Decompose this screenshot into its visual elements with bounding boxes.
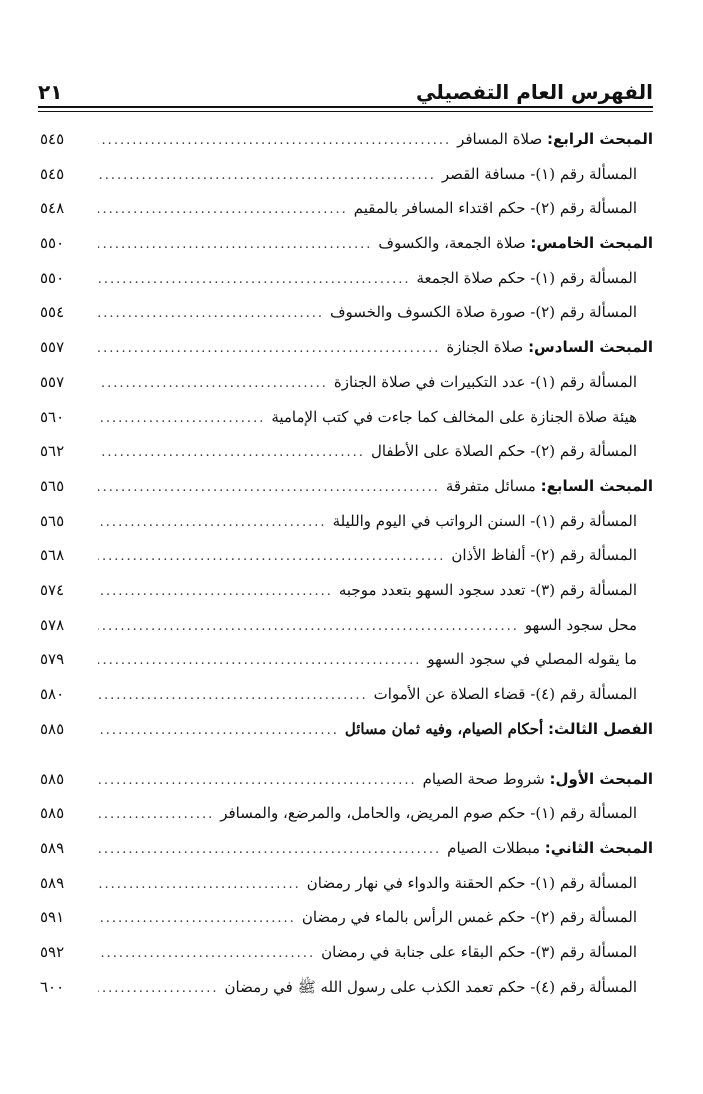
toc-entry-text [220, 796, 653, 831]
dot-leader [98, 610, 519, 645]
dot-leader [98, 540, 445, 575]
toc-entry-page-number: ٥٧٤ [40, 580, 65, 599]
toc-entry-text [321, 935, 653, 970]
toc-entry [40, 538, 653, 573]
toc-entry-page-number: ٥٨٠ [40, 685, 65, 703]
toc-entry-text [354, 191, 653, 226]
toc-entry-label: الفصل الثالث: [548, 719, 653, 738]
toc-entry-page-number: ٥٨٥ [40, 719, 65, 738]
toc-entry [40, 261, 653, 296]
toc-entry-title: صلاة الجمعة، والكسوف [378, 234, 526, 253]
dot-leader [98, 263, 410, 298]
toc-entry-title: المسألة رقم (١)- حكم صوم المريض، والحامل، والمرضع، والمسافر [220, 804, 637, 823]
dot-leader [98, 124, 451, 159]
toc-entry-label: المبحث السابع: [540, 476, 653, 495]
toc-entry-title: المسألة رقم (٤)- حكم تعمد الكذب على رسول الله ﷺ في رمضان [224, 977, 637, 996]
dot-leader [98, 297, 324, 332]
toc-entry-title: المسألة رقم (٣)- حكم البقاء على جنابة في رمضان [321, 943, 637, 962]
dot-leader [98, 833, 441, 868]
toc-entry-text [446, 469, 653, 504]
toc-entry-title: صلاة الجنازة [446, 338, 524, 357]
toc-entry-page-number: ٥٥٠ [40, 234, 65, 253]
toc-entry-text [345, 712, 653, 747]
dot-leader [98, 228, 372, 263]
toc-entry [40, 831, 653, 866]
toc-entry-page-number: ٥٤٥ [40, 130, 65, 148]
toc-entry-title: المسألة رقم (١)- حكم الحقنة والدواء في نهار رمضان [306, 873, 637, 892]
toc-entry-page-number: ٥٥٠ [40, 268, 65, 287]
toc-entry-text [333, 504, 653, 539]
toc-entry-page-number: ٥٦٨ [40, 546, 65, 565]
toc-entry-page-number: ٥٦٥ [40, 476, 65, 495]
toc-entry [40, 712, 653, 762]
toc-entry-text [302, 900, 653, 935]
toc-entry-page-number: ٥٩٢ [40, 943, 65, 962]
toc-entry-title: المسألة رقم (٢)- ألفاظ الأذان [451, 546, 637, 565]
dot-leader [98, 471, 440, 506]
toc-entry-text [447, 831, 653, 866]
table-of-contents [40, 122, 653, 1005]
toc-entry-text [339, 573, 653, 608]
dot-leader [98, 679, 368, 714]
toc-entry [40, 122, 653, 157]
toc-entry-page-number: ٥٨٩ [40, 873, 65, 892]
dot-leader [98, 798, 214, 833]
toc-entry-title: شروط صحة الصيام [422, 769, 545, 788]
toc-entry [40, 191, 653, 226]
toc-entry-text [423, 762, 653, 797]
dot-leader [98, 937, 315, 972]
toc-entry-page-number: ٥٧٨ [40, 615, 65, 634]
toc-entry-title: أحكام الصيام، وفيه ثمان مسائل [344, 719, 544, 738]
toc-entry-text [457, 122, 653, 157]
toc-entry-page-number: ٥٨٥ [40, 769, 65, 788]
dot-leader [98, 159, 436, 194]
page-header [38, 70, 653, 104]
toc-entry-page-number: ٥٦٥ [40, 511, 65, 530]
dot-leader [98, 644, 421, 679]
toc-entry [40, 935, 653, 970]
toc-entry-label: المبحث الرابع: [547, 130, 653, 148]
toc-entry [40, 762, 653, 797]
toc-entry-page-number: ٥٨٩ [40, 839, 65, 858]
toc-entry [40, 573, 653, 608]
toc-entry [40, 400, 653, 435]
dot-leader [98, 436, 365, 471]
toc-entry-text [334, 365, 653, 400]
toc-entry-page-number: ٥٦٠ [40, 407, 65, 426]
toc-entry-label: المبحث السادس: [528, 338, 653, 357]
toc-entry [40, 226, 653, 261]
toc-entry-title: صلاة المسافر [457, 130, 543, 148]
toc-entry-page-number: ٥٩١ [40, 908, 65, 927]
toc-entry-text [451, 538, 653, 573]
toc-entry [40, 365, 653, 400]
toc-entry-title: المسألة رقم (٣)- تعدد سجود السهو بتعدد موجبه [338, 580, 637, 599]
toc-entry-title: محل سجود السهو [524, 615, 637, 634]
dot-leader [98, 972, 219, 1007]
toc-entry-page-number: ٥٧٩ [40, 650, 65, 669]
dot-leader [98, 575, 333, 610]
toc-entry-page-number: ٥٥٤ [40, 303, 65, 322]
toc-entry-page-number: ٦٠٠ [40, 977, 65, 996]
toc-entry-text [371, 434, 653, 469]
toc-entry [40, 469, 653, 504]
header-title: الفهرس العام التفصيلي [416, 80, 653, 104]
toc-entry [40, 434, 653, 469]
header-rule-thin [38, 111, 653, 112]
toc-entry-page-number: ٥٨٥ [40, 804, 65, 823]
toc-entry [40, 970, 653, 1005]
toc-entry-title: مبطلات الصيام [447, 839, 541, 858]
toc-entry-title: المسألة رقم (٢)- صورة صلاة الكسوف والخسوف [330, 303, 637, 322]
header-page-number: ٢١ [38, 80, 63, 104]
toc-entry-text [416, 261, 653, 296]
toc-entry-text [374, 677, 653, 712]
toc-entry-text [525, 608, 653, 643]
toc-entry-text [225, 970, 653, 1005]
toc-entry-title: مسائل متفرقة [445, 476, 536, 495]
toc-entry-title: المسألة رقم (٢)- حكم غمس الرأس بالماء في رمضان [301, 908, 637, 927]
toc-entry-label: المبحث الأول: [549, 769, 653, 788]
dot-leader [98, 764, 417, 799]
toc-entry-text [307, 866, 653, 901]
toc-entry [40, 608, 653, 643]
toc-entry [40, 642, 653, 677]
toc-entry-page-number: ٥٤٨ [40, 199, 65, 218]
toc-entry-text [271, 400, 653, 435]
toc-entry-page-number: ٥٤٥ [40, 164, 65, 183]
toc-entry-label: المبحث الثاني: [544, 839, 653, 858]
toc-entry [40, 330, 653, 365]
dot-leader [98, 402, 265, 437]
toc-entry-label: المبحث الخامس: [530, 234, 653, 253]
toc-entry-title: المسألة رقم (١)- السنن الرواتب في اليوم والليلة [332, 511, 637, 530]
toc-entry-title: المسألة رقم (٢)- حكم اقتداء المسافر بالمقيم [353, 199, 637, 218]
toc-entry [40, 157, 653, 192]
toc-entry-title: المسألة رقم (١)- مسافة القصر [441, 164, 637, 183]
toc-entry-title: المسألة رقم (١)- حكم صلاة الجمعة [416, 268, 637, 287]
toc-entry [40, 504, 653, 539]
dot-leader [98, 902, 296, 937]
dot-leader [98, 367, 328, 402]
toc-entry-title: المسألة رقم (٤)- قضاء الصلاة عن الأموات [373, 685, 637, 703]
toc-entry-text [446, 330, 653, 365]
toc-entry-text [330, 295, 653, 330]
toc-entry-page-number: ٥٥٧ [40, 372, 65, 391]
toc-entry [40, 796, 653, 831]
toc-entry [40, 677, 653, 712]
dot-leader [98, 868, 301, 903]
toc-entry-title: هيئة صلاة الجنازة على المخالف كما جاءت في كتب الإمامية [271, 407, 637, 426]
header-rule-thick [38, 106, 653, 108]
toc-entry-title: المسألة رقم (٢)- حكم الصلاة على الأطفال [370, 442, 637, 461]
toc-entry-page-number: ٥٥٧ [40, 338, 65, 357]
toc-entry [40, 900, 653, 935]
dot-leader [98, 193, 348, 228]
dot-leader [98, 714, 339, 749]
dot-leader [98, 332, 440, 367]
toc-entry-title: المسألة رقم (١)- عدد التكبيرات في صلاة الجنازة [333, 372, 637, 391]
toc-entry [40, 866, 653, 901]
toc-entry-text [378, 226, 653, 261]
toc-entry-title: ما يقوله المصلي في سجود السهو [427, 650, 637, 669]
toc-entry-text [427, 642, 653, 677]
toc-entry-text [442, 157, 653, 192]
toc-entry [40, 295, 653, 330]
dot-leader [98, 506, 327, 541]
toc-entry-page-number: ٥٦٢ [40, 442, 65, 461]
